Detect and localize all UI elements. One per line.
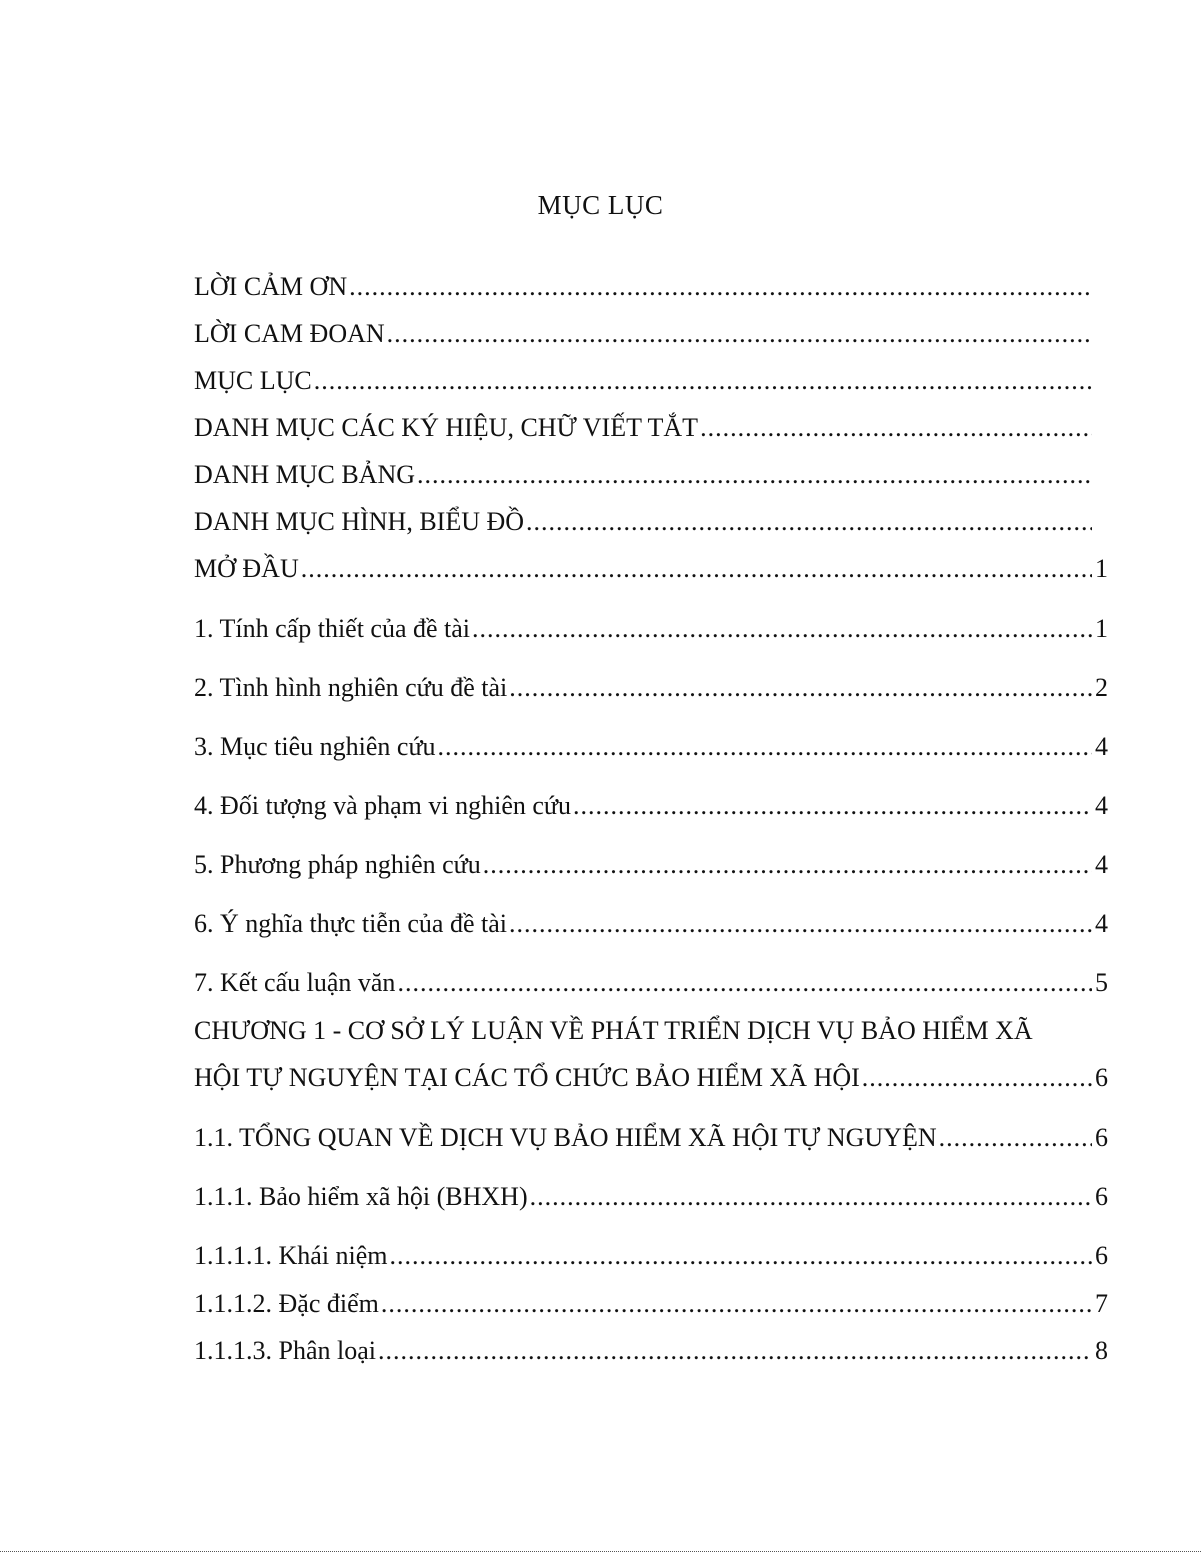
toc-entry bbox=[194, 313, 1108, 349]
toc-entry-label: 1.1. TỔNG QUAN VỀ DỊCH VỤ BẢO HIỂM XÃ HỘI TỰ NGUYỆN bbox=[194, 1123, 937, 1152]
toc-entry-label: LỜI CẢM ƠN bbox=[194, 272, 348, 301]
toc-page-number: 1 bbox=[1095, 614, 1108, 643]
toc-entry-label: 3. Mục tiêu nghiên cứu bbox=[194, 732, 436, 761]
toc-dot-leader bbox=[387, 319, 1092, 349]
toc-entry-label: 6. Ý nghĩa thực tiễn của đề tài bbox=[194, 909, 507, 938]
toc-entry bbox=[194, 1057, 1108, 1093]
toc-entry-label: DANH MỤC HÌNH, BIỂU ĐỒ bbox=[194, 507, 525, 536]
toc-entry-label: 1.1.1.1. Khái niệm bbox=[194, 1241, 388, 1270]
toc-entry-label: DANH MỤC BẢNG bbox=[194, 460, 416, 489]
toc-entry bbox=[194, 962, 1108, 998]
toc-entry-label: 1.1.1. Bảo hiểm xã hội (BHXH) bbox=[194, 1182, 528, 1211]
toc-dot-leader bbox=[862, 1063, 1092, 1093]
toc-page-number: 6 bbox=[1095, 1241, 1108, 1270]
toc-entry bbox=[194, 1117, 1108, 1153]
toc-dot-leader bbox=[390, 1241, 1092, 1271]
toc-entry-label: LỜI CAM ĐOAN bbox=[194, 319, 385, 348]
toc-dot-leader bbox=[483, 850, 1092, 880]
toc-page-number: 6 bbox=[1095, 1182, 1108, 1211]
toc-dot-leader bbox=[530, 1182, 1092, 1212]
toc-entry bbox=[194, 667, 1108, 703]
toc-entry bbox=[194, 1235, 1108, 1271]
toc-dot-leader bbox=[939, 1123, 1092, 1153]
toc-dot-leader bbox=[472, 614, 1092, 644]
toc-dot-leader bbox=[397, 968, 1092, 998]
toc-entry bbox=[194, 726, 1108, 762]
toc-entry bbox=[194, 1330, 1108, 1366]
toc-entry bbox=[194, 360, 1108, 396]
toc-page-number: 1 bbox=[1095, 554, 1108, 583]
toc-dot-leader bbox=[526, 507, 1092, 537]
toc-page-number: 8 bbox=[1095, 1336, 1108, 1365]
toc-dot-leader bbox=[438, 732, 1092, 762]
toc-page-number: 4 bbox=[1095, 850, 1108, 879]
toc-entry bbox=[194, 548, 1108, 584]
toc-page-number: 6 bbox=[1095, 1063, 1108, 1092]
toc-entry bbox=[194, 608, 1108, 644]
toc-page-number: 4 bbox=[1095, 791, 1108, 820]
toc-entry-label: 4. Đối tượng và phạm vi nghiên cứu bbox=[194, 791, 571, 820]
toc-dot-leader bbox=[417, 460, 1092, 490]
toc-entry bbox=[194, 1283, 1108, 1319]
toc-entry-label: 5. Phương pháp nghiên cứu bbox=[194, 850, 481, 879]
toc-page-number: 2 bbox=[1095, 673, 1108, 702]
toc-entry bbox=[194, 1176, 1108, 1212]
toc-entry bbox=[194, 903, 1108, 939]
toc-entry-label: 1.1.1.3. Phân loại bbox=[194, 1336, 376, 1365]
toc-dot-leader bbox=[378, 1336, 1092, 1366]
toc-entry-label: HỘI TỰ NGUYỆN TẠI CÁC TỔ CHỨC BẢO HIỂM XÃ HỘI bbox=[194, 1063, 860, 1092]
toc-page-number: 6 bbox=[1095, 1123, 1108, 1152]
toc-page-number: 4 bbox=[1095, 909, 1108, 938]
toc-entry-label: CHƯƠNG 1 - CƠ SỞ LÝ LUẬN VỀ PHÁT TRIỂN DỊCH VỤ BẢO HIỂM XÃ bbox=[194, 1016, 1033, 1045]
toc-entry-label: 1. Tính cấp thiết của đề tài bbox=[194, 614, 471, 643]
toc-dot-leader bbox=[381, 1289, 1092, 1319]
toc-dot-leader bbox=[700, 413, 1092, 443]
toc-dot-leader bbox=[573, 791, 1092, 821]
toc-entry bbox=[194, 785, 1108, 821]
toc-dot-leader bbox=[314, 366, 1092, 396]
toc-entry-label: 7. Kết cấu luận văn bbox=[194, 968, 396, 997]
toc-page-number: 7 bbox=[1095, 1289, 1108, 1318]
toc-dot-leader bbox=[301, 554, 1092, 584]
toc-entry-label: DANH MỤC CÁC KÝ HIỆU, CHỮ VIẾT TẮT bbox=[194, 413, 699, 442]
toc-page-number: 5 bbox=[1095, 968, 1108, 997]
toc-dot-leader bbox=[349, 272, 1092, 302]
toc-entry bbox=[194, 266, 1108, 302]
toc-entry-label: 2. Tình hình nghiên cứu đề tài bbox=[194, 673, 508, 702]
toc-entry bbox=[194, 454, 1108, 490]
toc-dot-leader bbox=[509, 909, 1092, 939]
toc-entry bbox=[194, 844, 1108, 880]
page-bottom-border bbox=[0, 1551, 1201, 1552]
toc-entry-label: MỤC LỤC bbox=[194, 366, 312, 395]
toc-entry bbox=[194, 1010, 1108, 1046]
toc-page-number: 4 bbox=[1095, 732, 1108, 761]
toc-entry bbox=[194, 407, 1108, 443]
toc-entry bbox=[194, 501, 1108, 537]
toc-dot-leader bbox=[509, 673, 1092, 703]
page-title: MỤC LỤC bbox=[537, 190, 664, 220]
toc-entry-label: 1.1.1.2. Đặc điểm bbox=[194, 1289, 379, 1318]
toc-entry-label: MỞ ĐẦU bbox=[194, 554, 299, 583]
